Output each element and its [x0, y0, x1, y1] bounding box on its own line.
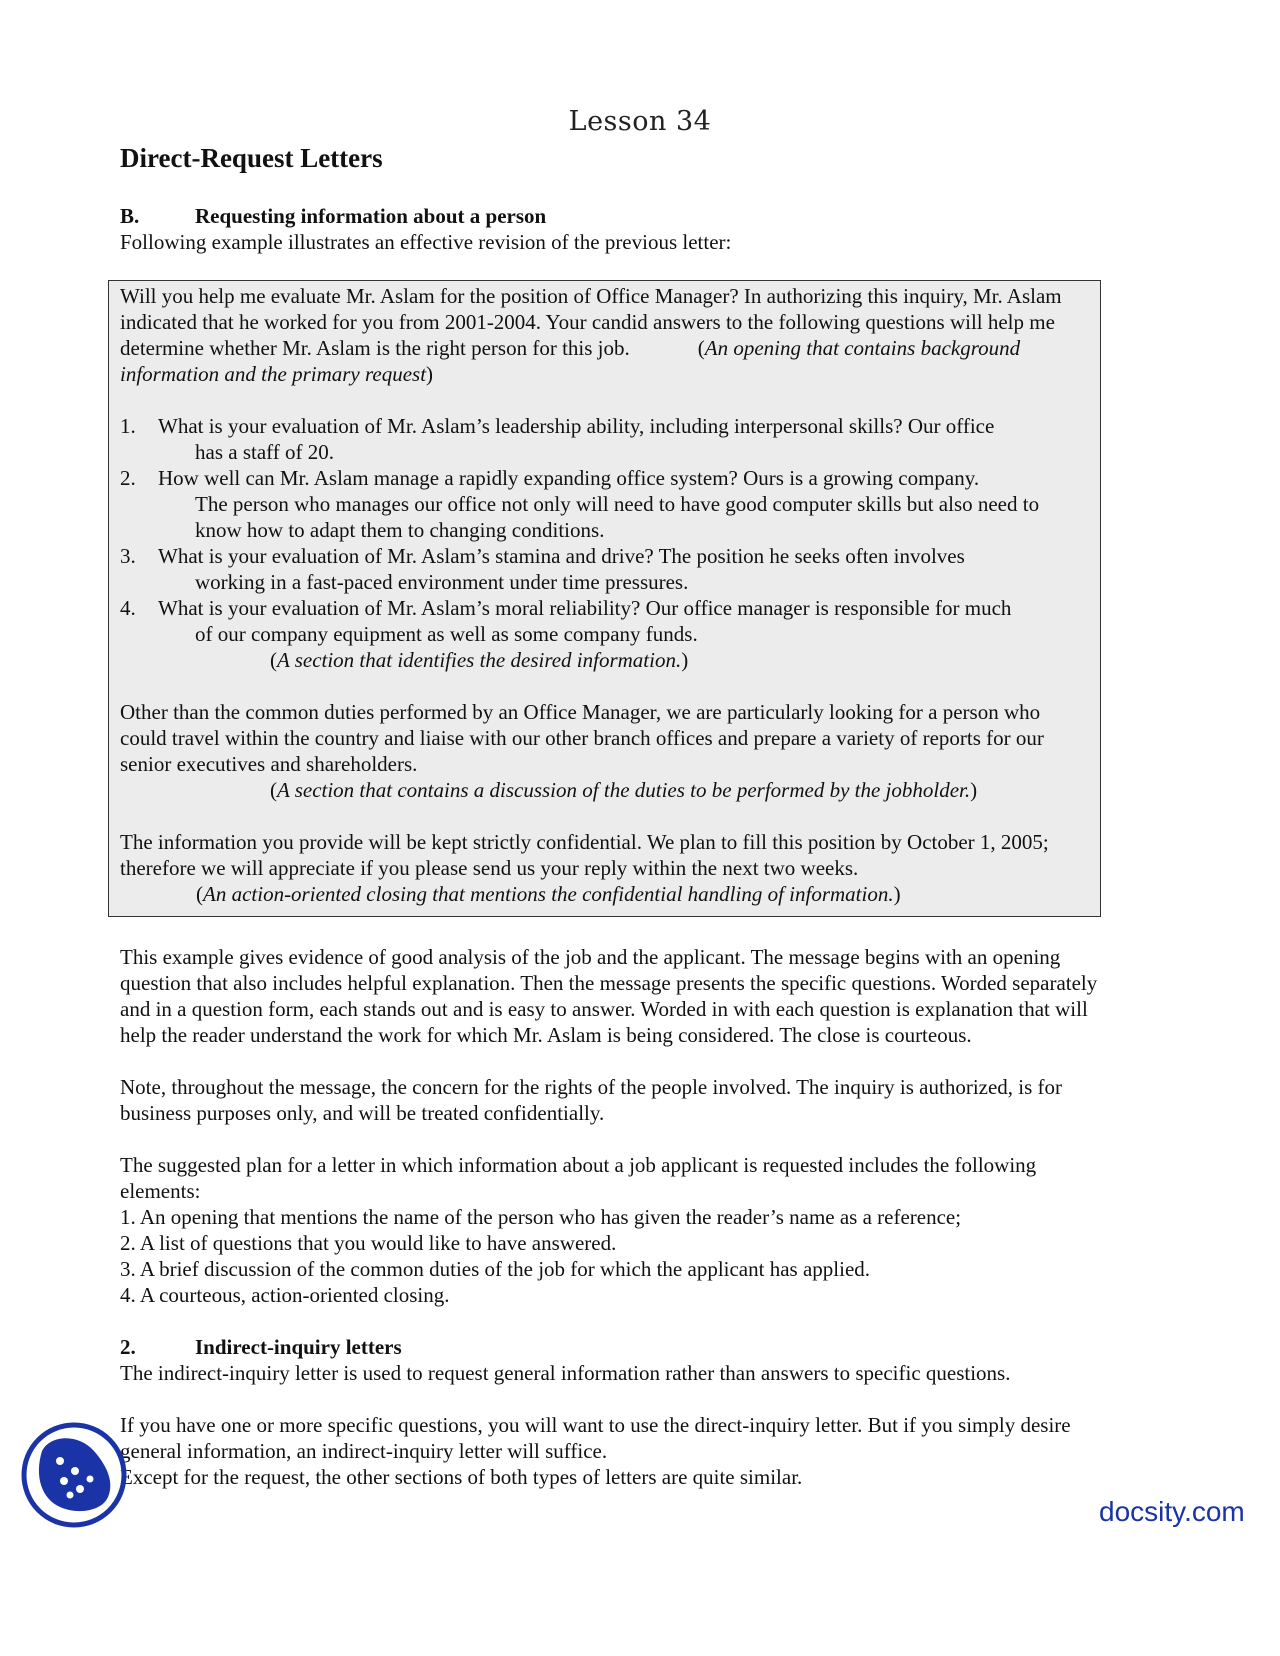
list-item: 3. A brief discussion of the common duties of the job for which the applicant has applied.: [120, 1257, 871, 1281]
question-number: 4.: [120, 596, 136, 620]
duties-note: (A section that contains a discussion of the duties to be performed by the jobholder.): [270, 778, 978, 802]
list-item: 1. An opening that mentions the name of the person who has given the reader’s name as a reference;: [120, 1205, 962, 1229]
analysis-section: [120, 944, 1120, 1490]
question-number: 1.: [120, 414, 136, 438]
section-b-heading: [120, 203, 546, 229]
example-letter-box: [108, 280, 1101, 917]
question-text: What is your evaluation of Mr. Aslam’s stamina and drive? The position he seeks often involves: [158, 544, 965, 568]
docsity-watermark[interactable]: docsity.com: [1099, 1496, 1245, 1527]
section-b-number: B.: [120, 204, 140, 228]
section-2-paragraph-2: If you have one or more specific questions, you will want to use the direct-inquiry letter. But if you simply desire general information, an indirect-inquiry letter will suffice.: [120, 1413, 1071, 1463]
analysis-paragraph-3: The suggested plan for a letter in which information about a job applicant is requested includes the following elements:: [120, 1153, 1037, 1203]
letter-duties: Other than the common duties performed by an Office Manager, we are particularly looking for a person who could travel within the country and liaise with our other branch offices and prepare a variety of reports for our senior executives and shareholders.: [120, 700, 1044, 776]
section-2-paragraph-1: The indirect-inquiry letter is used to request general information rather than answers to specific questions.: [120, 1361, 1011, 1385]
duties-note-text: A section that contains a discussion of the duties to be performed by the jobholder.: [277, 778, 971, 802]
section-2-heading: [120, 1334, 1120, 1360]
list-item: 2. A list of questions that you would like to have answered.: [120, 1231, 617, 1255]
question-list: [120, 413, 1090, 647]
question-text: How well can Mr. Aslam manage a rapidly expanding office system? Ours is a growing company.: [158, 466, 980, 490]
docsity-logo-icon: [20, 1421, 128, 1529]
letter-opening: Will you help me evaluate Mr. Aslam for the position of Office Manager? In authorizing this inquiry, Mr. Aslam indicated that he worked for you from 2001-2004. Your candid answers to the following questions will help me determine whether Mr. Aslam is the right person for this job. (An opening that contains background information and the primary request): [120, 284, 1062, 386]
list-item: [120, 543, 1090, 595]
section-2-paragraph-3: Except for the request, the other sections of both types of letters are quite similar.: [120, 1465, 803, 1489]
list-item: 4. A courteous, action-oriented closing.: [120, 1283, 450, 1307]
section-2-number: 2.: [120, 1335, 136, 1359]
question-text: What is your evaluation of Mr. Aslam’s moral reliability? Our office manager is responsible for much: [158, 596, 1012, 620]
list-item: [120, 413, 1090, 465]
elements-list: [120, 1204, 1120, 1308]
page-title: Direct-Request Letters: [120, 143, 383, 173]
question-number: 2.: [120, 466, 136, 490]
letter-closing: The information you provide will be kept strictly confidential. We plan to fill this position by October 1, 2005; therefore we will appreciate if you please send us your reply within the next two weeks.: [120, 830, 1049, 880]
section-b-title: Requesting information about a person: [195, 204, 547, 228]
lesson-number: Lesson 34: [568, 106, 712, 137]
letter-opening-text: Will you help me evaluate Mr. Aslam for the position of Office Manager? In authorizing this inquiry, Mr. Aslam indicated that he worked for you from 2001-2004. Your candid answers to the following questions will help me determine whether Mr. Aslam is the right person for this job.: [120, 284, 1062, 360]
opening-note: An opening that contains background information and the primary request: [120, 336, 1021, 386]
question-continuation: of our company equipment as well as some company funds.: [195, 622, 698, 646]
questions-note-text: A section that identifies the desired information.: [277, 648, 682, 672]
analysis-paragraph-2: Note, throughout the message, the concern for the rights of the people involved. The inquiry is authorized, is for business purposes only, and will be treated confidentially.: [120, 1075, 1063, 1125]
question-continuation: working in a fast-paced environment under time pressures.: [195, 570, 689, 594]
question-text: What is your evaluation of Mr. Aslam’s leadership ability, including interpersonal skills? Our office: [158, 414, 995, 438]
list-item: [120, 465, 1090, 543]
section-2-title: Indirect-inquiry letters: [195, 1335, 402, 1359]
question-continuation: has a staff of 20.: [195, 440, 334, 464]
closing-note: (An action-oriented closing that mentions the confidential handling of information.): [196, 882, 901, 906]
question-number: 3.: [120, 544, 136, 568]
section-b-intro: Following example illustrates an effective revision of the previous letter:: [120, 230, 732, 254]
questions-note: (A section that identifies the desired information.): [270, 648, 689, 672]
question-continuation: The person who manages our office not only will need to have good computer skills but also need to know how to adapt them to changing conditions.: [195, 492, 1040, 542]
analysis-paragraph-1: This example gives evidence of good analysis of the job and the applicant. The message begins with an opening question that also includes helpful explanation. Then the message presents the specific questions. Worded separately and in a question form, each stands out and is easy to answer. Worded in with each question is explanation that will help the reader understand the work for which Mr. Aslam is being considered. The close is courteous.: [120, 945, 1098, 1047]
closing-note-text: An action-oriented closing that mentions the confidential handling of information.: [203, 882, 894, 906]
list-item: [120, 595, 1090, 647]
